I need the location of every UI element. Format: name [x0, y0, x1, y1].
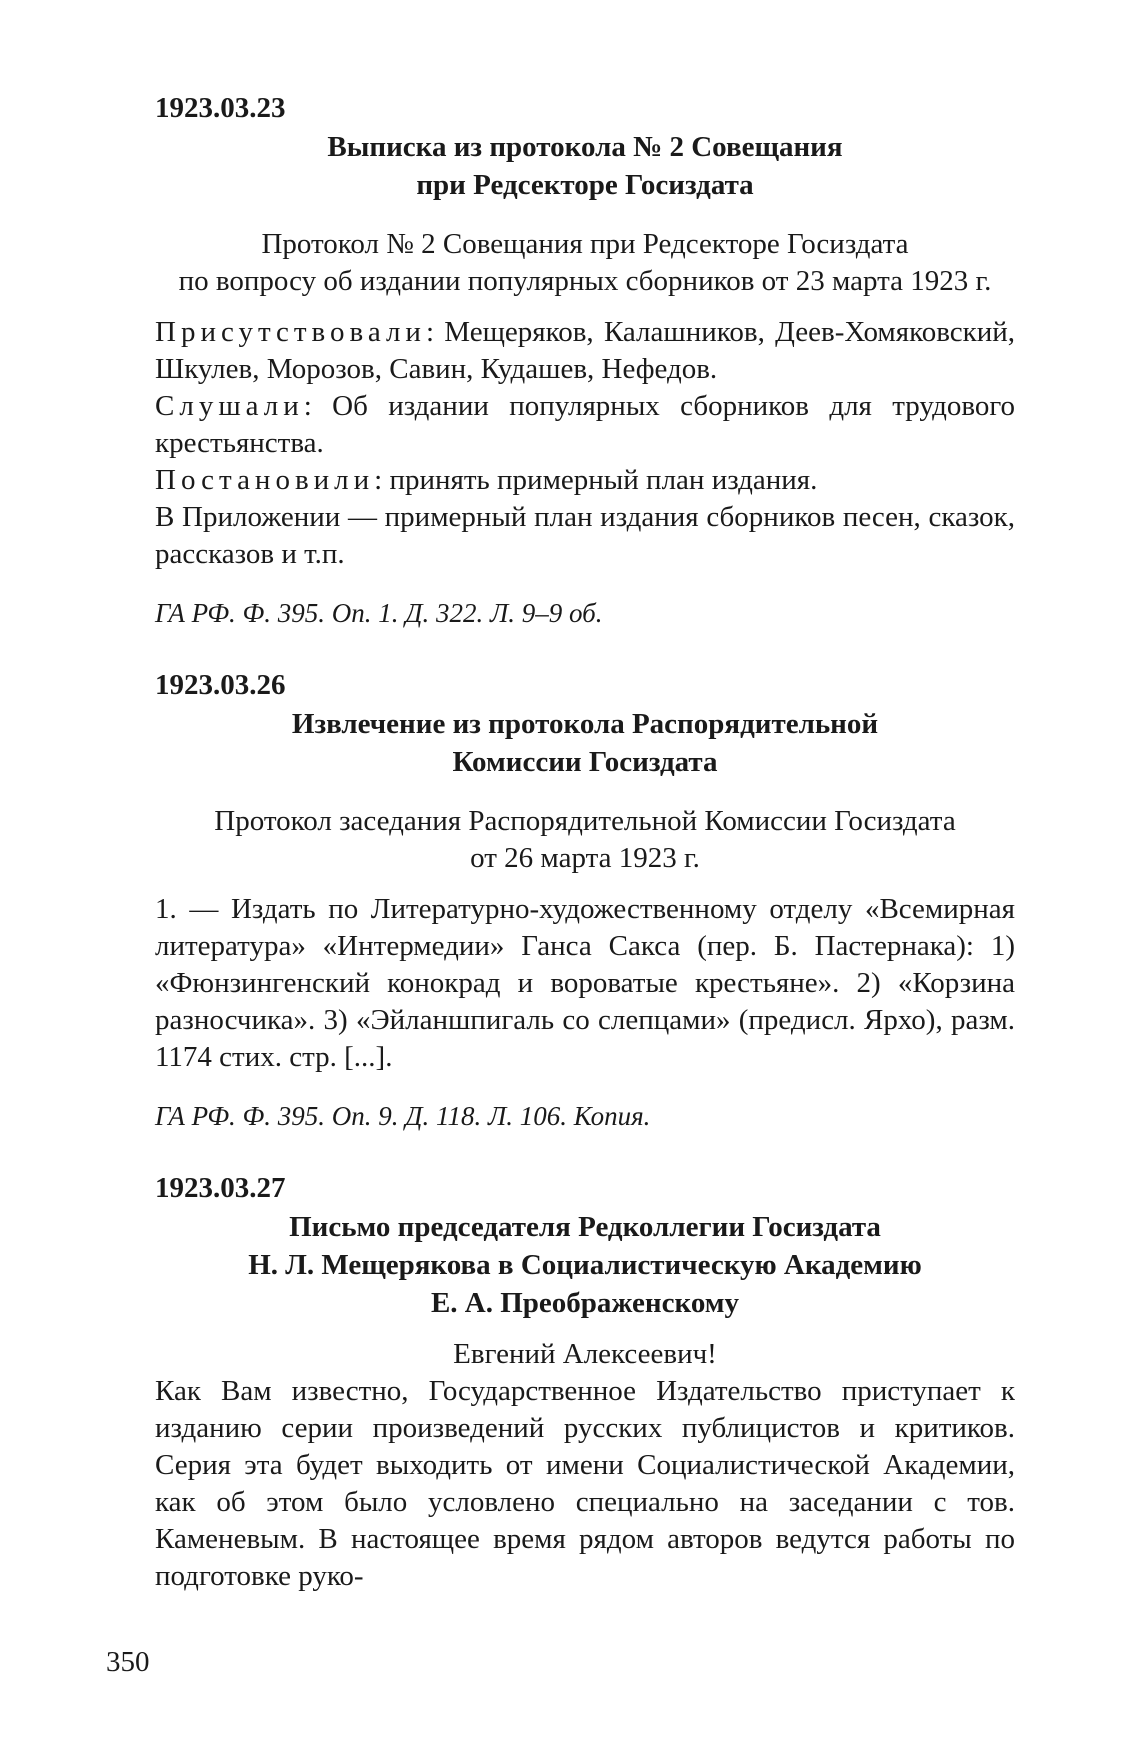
document-date: 1923.03.26: [155, 669, 286, 701]
title-line: Письмо председателя Редколлегии Госиздата: [289, 1211, 881, 1243]
title-line: Извлечение из протокола Распорядительной: [291, 708, 879, 740]
document-subtitle: [155, 226, 1015, 300]
document-date: 1923.03.27: [155, 1172, 286, 1204]
title-line: при Редсекторе Госиздата: [416, 169, 754, 201]
title-line: Н. Л. Мещерякова в Социалистическую Академию: [248, 1249, 922, 1281]
heard-text: : Об издании популярных сборников для трудового крестьянства.: [155, 390, 1015, 459]
appendix-paragraph: В Приложении — примерный план издания сборников песен, сказок, рассказов и т.п.: [155, 501, 1015, 570]
present-text: : Мещеряков, Калашников, Деев-Хомяковский, Шкулев, Морозов, Савин, Кудашев, Нефедов.: [155, 316, 1015, 385]
present-paragraph: [155, 314, 1015, 388]
heard-paragraph: [155, 388, 1015, 462]
subtitle-line: Протокол № 2 Совещания при Редсекторе Госиздата: [261, 228, 909, 260]
resolved-label: Постановили: [155, 464, 375, 496]
document-subtitle: [155, 803, 1015, 877]
archive-source: ГА РФ. Ф. 395. Оп. 9. Д. 118. Л. 106. Копия.: [155, 1101, 651, 1131]
document-title: [155, 128, 1015, 204]
subtitle-line: Протокол заседания Распорядительной Комиссии Госиздата: [214, 805, 956, 837]
page-number: 350: [106, 1646, 150, 1678]
document-title: [155, 705, 1015, 781]
heard-label: Слушали: [155, 390, 304, 422]
subtitle-line: по вопросу об издании популярных сборников от 23 марта 1923 г.: [178, 265, 992, 297]
title-line: Выписка из протокола № 2 Совещания: [327, 131, 843, 163]
document-1923-03-23: [155, 90, 1015, 631]
document-page: [155, 90, 1015, 1595]
document-date: 1923.03.23: [155, 92, 286, 124]
salutation: Евгений Алексеевич!: [453, 1338, 717, 1370]
subtitle-line: от 26 марта 1923 г.: [470, 842, 700, 874]
item-paragraph: 1. — Издать по Литературно-художественному отделу «Всемирная литература» «Интермедии» Ганса Сакса (пер. Б. Пастернака): 1) «Фюнзингенский конокрад и вороватые крестьяне». 2) «Корзина разносчика». 3) «Эйланшпигаль со слепцами» (предисл. Ярхо), разм. 1174 стих. стр. [...].: [155, 893, 1015, 1073]
letter-body: Как Вам известно, Государственное Издательство приступает к изданию серии произведений русских публицистов и критиков. Серия эта будет выходить от имени Социалистической Академии, как об этом было условлено специально на заседании с тов. Каменевым. В настоящее время рядом авторов ведутся работы по подготовке руко-: [155, 1375, 1015, 1592]
document-1923-03-27: [155, 1170, 1015, 1595]
document-title: [155, 1208, 1015, 1322]
present-label: Присутствовали: [155, 316, 426, 348]
archive-source: ГА РФ. Ф. 395. Оп. 1. Д. 322. Л. 9–9 об.: [155, 598, 603, 628]
title-line: Е. А. Преображенскому: [430, 1287, 740, 1319]
resolved-text: : принять примерный план издания.: [374, 464, 818, 496]
title-line: Комиссии Госиздата: [452, 746, 718, 778]
resolved-paragraph: [155, 462, 1015, 499]
document-1923-03-26: [155, 667, 1015, 1134]
